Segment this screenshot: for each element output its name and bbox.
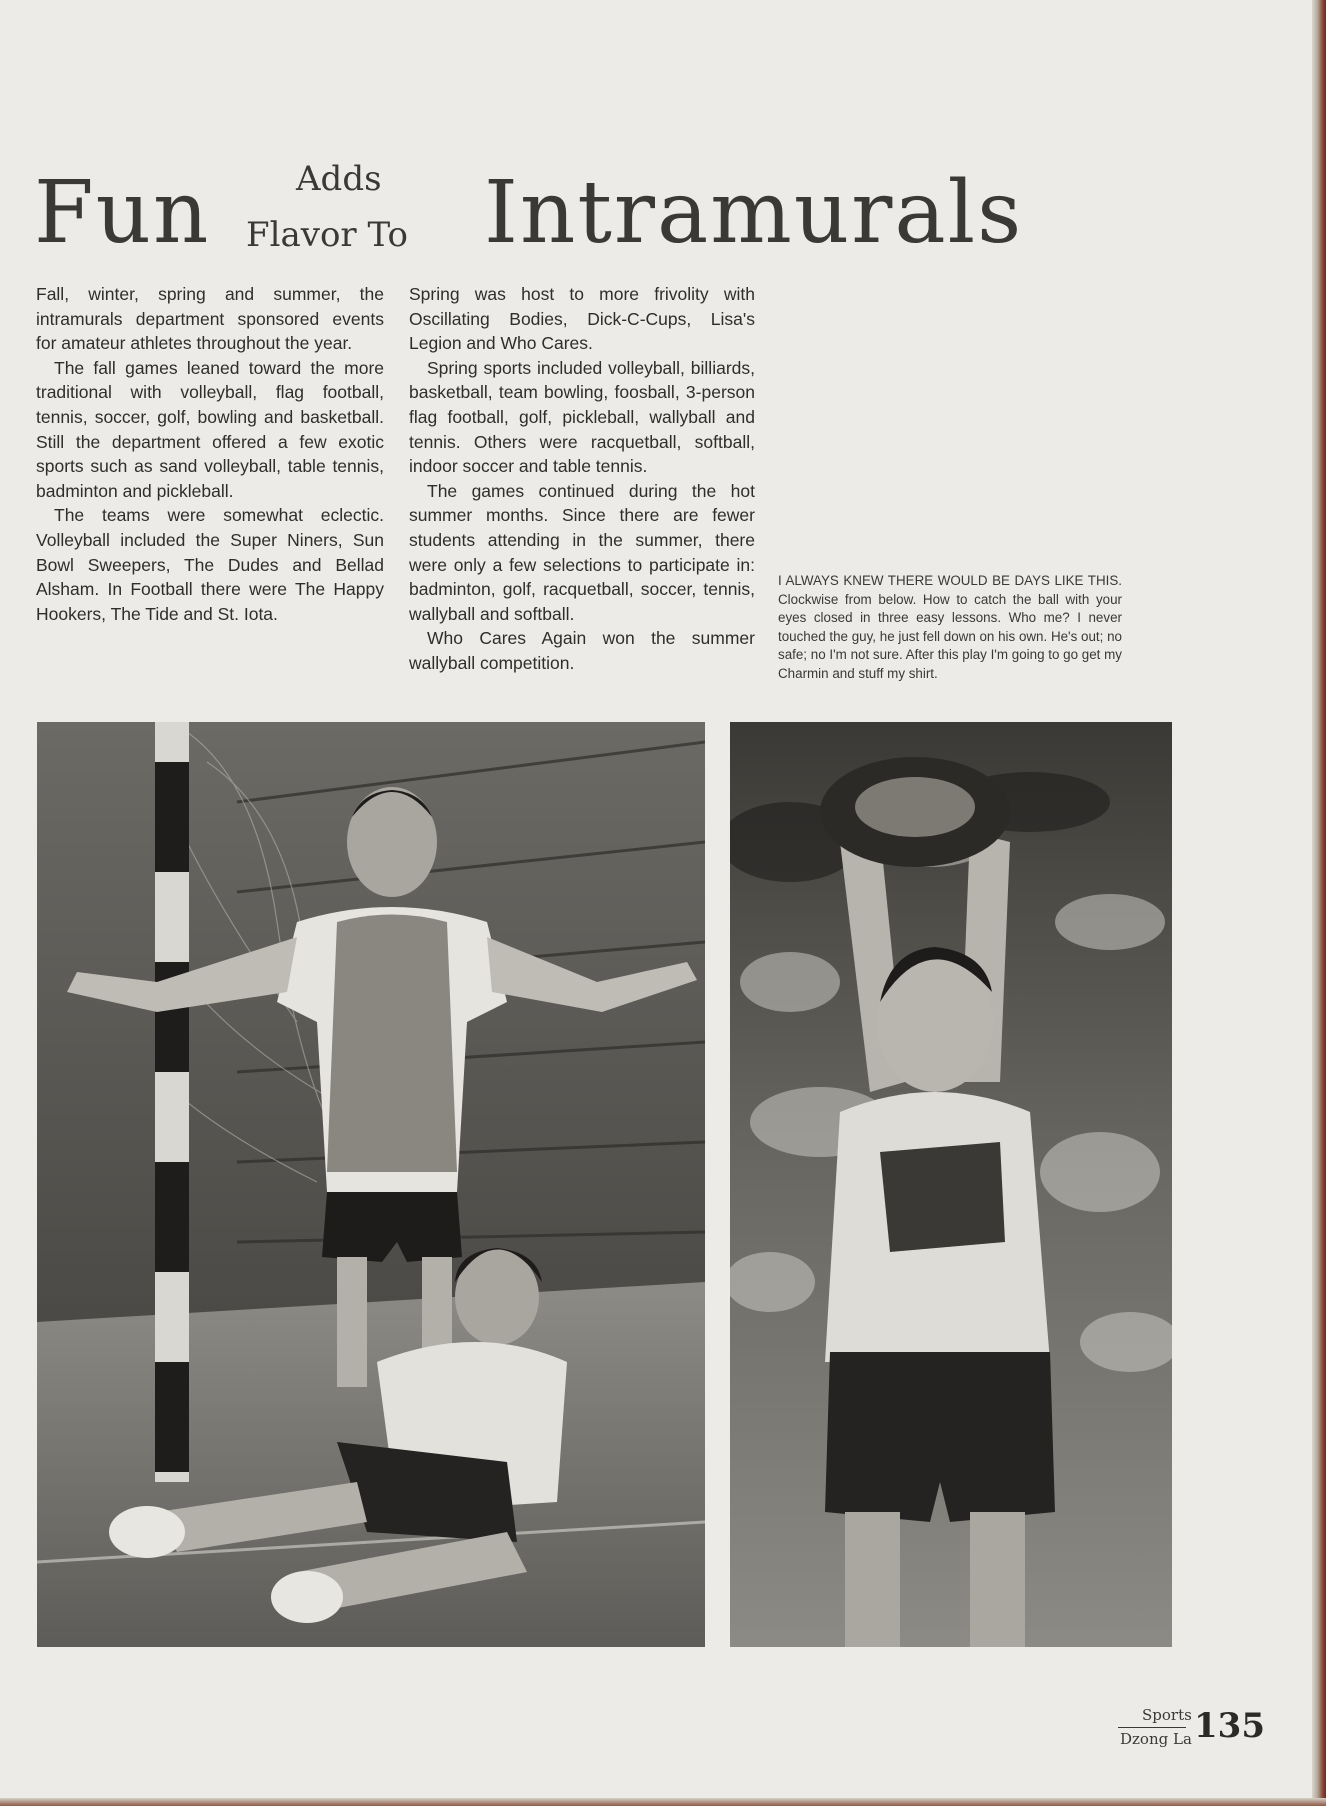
paragraph: Who Cares Again won the summer wallyball competition. — [409, 628, 755, 673]
paragraph: The fall games leaned toward the more traditional with volleyball, flag football, tennis, soccer, golf, bowling and basketball. Still the department offered a few exotic sports such as sand volleyball, table tennis, badminton and pickleball. — [36, 357, 384, 501]
folio-book-title: Dzong La — [1120, 1730, 1192, 1748]
photo-outdoor-catch-image — [730, 722, 1172, 1647]
headline-small-top: Adds — [296, 159, 382, 199]
paragraph: Fall, winter, spring and summer, the intramurals department sponsored events for amateur athletes throughout the year. — [36, 284, 384, 354]
paragraph: The teams were somewhat eclectic. Volleyball included the Super Niners, Sun Bowl Sweepers, The Dudes and Bellad Alsham. In Football there were The Happy Hookers, The Tide and St. Iota. — [36, 505, 384, 624]
headline-small-bottom: Flavor To — [246, 215, 408, 255]
headline-word-fun: Fun — [34, 163, 211, 263]
body-column-1 — [36, 282, 384, 626]
paragraph: The games continued during the hot summer months. Since there are fewer students attending in the summer, there were only a few selections to participate in: badminton, golf, racquetball, soccer, tennis, wallyball and softball. — [409, 480, 755, 624]
photo-indoor-players-image — [37, 722, 705, 1647]
caption-lead: I ALWAYS KNEW THERE WOULD BE DAYS LIKE THIS. — [778, 573, 1122, 588]
page-number: 135 — [1194, 1706, 1265, 1746]
photo-caption — [778, 572, 1122, 684]
page-edge-bottom — [0, 1798, 1326, 1806]
body-column-2 — [409, 282, 755, 676]
headline — [34, 150, 1034, 270]
photo-outdoor-catch — [730, 722, 1172, 1647]
page-edge-right — [1312, 0, 1326, 1806]
photo-indoor-players — [37, 722, 705, 1647]
folio-section: Sports — [1142, 1706, 1192, 1724]
page-folio — [1118, 1706, 1265, 1752]
folio-rule — [1118, 1727, 1186, 1728]
caption-text: Clockwise from below. How to catch the ball with your eyes closed in three easy lessons. Who me? I never touched the guy, he just fell down on his own. He's out; no safe; no I'm not sure. After this play I'm going to go get my Charmin and stuff my shirt. — [778, 591, 1122, 681]
paragraph: Spring sports included volleyball, billiards, basketball, team bowling, foosball, 3-person flag football, golf, pickleball, wallyball and tennis. Others were racquetball, softball, indoor soccer and table tennis. — [409, 357, 755, 477]
headline-word-intramurals: Intramurals — [484, 163, 1024, 263]
paragraph: Spring was host to more frivolity with Oscillating Bodies, Dick-C-Cups, Lisa's Legion and Who Cares. — [409, 284, 755, 354]
